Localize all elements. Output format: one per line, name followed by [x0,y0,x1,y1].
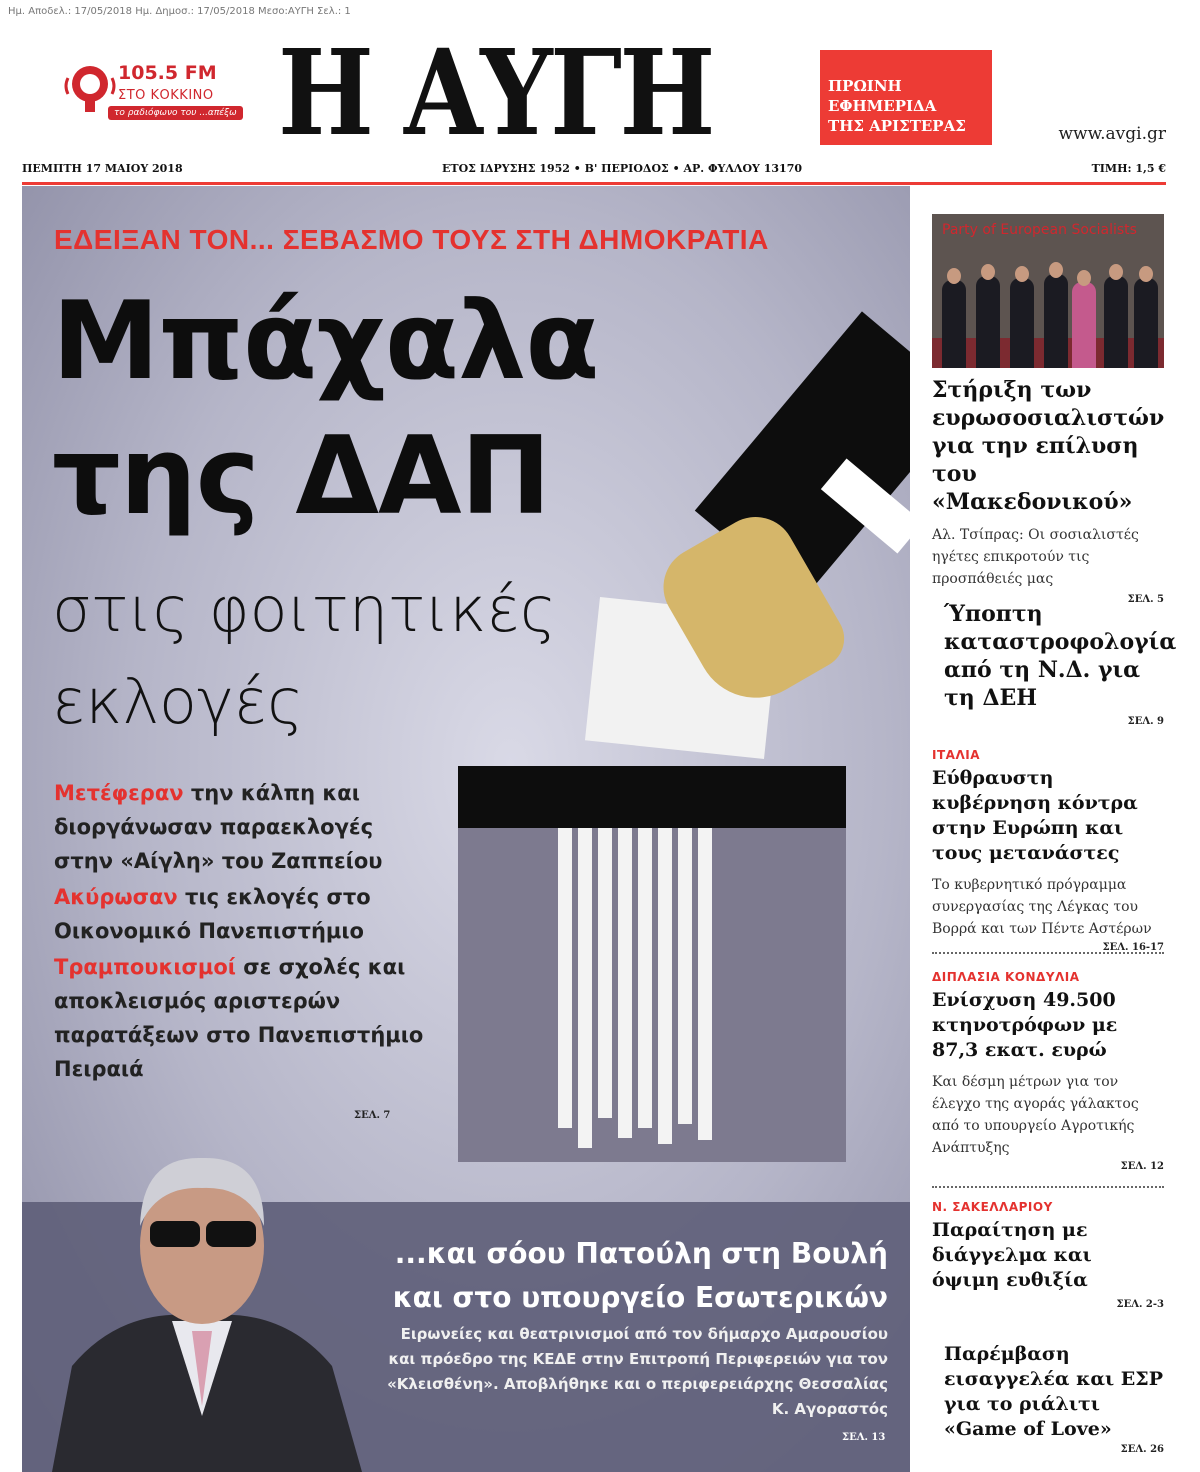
secondary-headline-line-1: ...και σόου Πατούλη στη Βουλή [394,1237,888,1270]
shred-strip [558,828,572,1128]
lead-headline[interactable] [52,274,599,544]
pes-photo [932,214,1164,368]
secondary-headline-line-2: και στο υπουργείο Εσωτερικών [392,1281,888,1314]
lead-bullets [54,776,434,1088]
secondary-page-ref: ΣΕΛ. 13 [842,1432,886,1443]
sidebar-story-2[interactable] [944,600,1177,727]
story-kicker: ΔΙΠΛΑΣΙΑ ΚΟΝΔΥΛΙΑ [932,970,1080,984]
story-title: Παρέμβαση εισαγγελέα και ΕΣΡ για το ριάλιτι «Game of Love» [944,1343,1163,1440]
lead-kicker: ΕΔΕΙΞΑΝ ΤΟΝ... ΣΕΒΑΣΜΟ ΤΟΥΣ ΣΤΗ ΔΗΜΟΚΡΑΤΙΑ [54,224,769,255]
story-page-ref: ΣΕΛ. 5 [1127,594,1164,605]
sidebar-story-5[interactable] [932,1200,1164,1310]
bullet-lead: Μετέφεραν [54,781,184,805]
masthead-divider [22,182,1166,185]
masthead-title: Η ΑΥΓΗ [278,23,713,162]
sidebar-story-6[interactable] [944,1342,1164,1455]
photo-head [1049,262,1063,278]
secondary-summary: Ειρωνείες και θεατρινισμοί από τον δήμαρχο Αμαρουσίου και πρόεδρο της ΚΕΔΕ στην Επιτροπή Περιφερειών για τον «Κλεισθένη». Αποβλήθηκε και ο περιφερειάρχης Θεσσαλίας Κ. Αγοραστός [387,1325,888,1418]
shred-strip [578,828,592,1148]
bullet-lead: Ακύρωσαν [54,885,178,909]
pes-caption: Party of European Socialists [942,222,1137,238]
tagline-line-2: ΕΦΗΜΕΡΙΔΑ [828,97,937,115]
tagline-line-3: ΤΗΣ ΑΡΙΣΤΕΡΑΣ [828,117,966,135]
photo-figure [1044,274,1068,368]
sidebar-story-4[interactable] [932,970,1164,1172]
tagline-line-1: ΠΡΩΙΝΗ [828,77,902,95]
lead-page-ref: ΣΕΛ. 7 [354,1110,391,1121]
story-page-ref: ΣΕΛ. 9 [1127,716,1164,727]
lead-subheadline [52,564,556,748]
story-title: Στήριξη των ευρωσοσιαλιστών για την επίλυση του «Μακεδονικού» [932,377,1165,515]
shred-strip [698,828,712,1140]
secondary-headline[interactable] [358,1232,888,1320]
issue-info: ΕΤΟΣ ΙΔΡΥΣΗΣ 1952 • Β' ΠΕΡΙΟΔΟΣ • ΑΡ. ΦΥΛΛΟΥ 13170 [442,162,802,175]
bullet-item [54,776,434,878]
radio-subtitle: ΣΤΟ ΚΟΚΚΙΝΟ [118,88,214,103]
headline-line-2: της ΔΑΠ [52,414,550,539]
story-title: Εύθραυστη κυβέρνηση κόντρα στην Ευρώπη και τους μετανάστες [932,767,1138,864]
photo-figure [942,280,966,368]
bullet-lead: Τραμπουκισμοί [54,955,236,979]
story-page-ref: ΣΕΛ. 26 [1120,1444,1164,1455]
radio-frequency: 105.5 FM [118,62,217,84]
story-text: Το κυβερνητικό πρόγραμμα συνεργασίας της Λέγκας του Βορρά και των Πέντε Αστέρων [932,877,1152,937]
photo-head [1139,266,1153,282]
story-kicker: ΙΤΑΛΙΑ [932,748,980,762]
story-page-ref: ΣΕΛ. 12 [1120,1161,1164,1172]
bullet-item [54,950,434,1086]
shredder-slot [458,766,846,828]
bullet-text: σε σχολές και αποκλεισμός αριστερών παρατάξεων στο Πανεπιστήμιο Πειραιά [54,955,424,1081]
bullet-text: την κάλπη και διοργάνωσαν παραεκλογές στην «Αίγλη» του Ζαππείου [54,781,383,873]
photo-figure [1104,276,1128,368]
subhead-line-1: στις φοιτητικές [52,573,557,646]
sidebar-story-3[interactable] [932,748,1164,953]
subhead-line-2: εκλογές [52,665,304,738]
shred-strip [658,828,672,1144]
photo-figure [1072,282,1096,368]
bullet-text: τις εκλογές στο Οικονομικό Πανεπιστήμιο [54,885,371,943]
masthead-tagline-box [820,50,992,145]
story-text: Αλ. Τσίπρας: Οι σοσιαλιστές ηγέτες επικροτούν τις προσπάθειές μας [932,527,1139,587]
photo-head [1015,266,1029,282]
website-link[interactable]: www.avgi.gr [1058,124,1166,144]
radio-slogan: το ραδιόφωνο του ...απέξω [108,106,243,120]
shred-strip [598,828,612,1118]
story-text: Και δέσμη μέτρων για τον έλεγχο της αγοράς γάλακτος από το υπουργείο Αγροτικής Ανάπτυξης [932,1074,1139,1156]
shred-strip [618,828,632,1138]
story-page-ref: ΣΕΛ. 2-3 [1116,1299,1164,1310]
sidebar-story-1[interactable] [932,376,1164,605]
shred-strip [678,828,692,1124]
story-title: Ενίσχυση 49.500 κτηνοτρόφων με 87,3 εκατ. ευρώ [932,989,1118,1061]
story-title: Ύποπτη καταστροφολογία από τη Ν.Δ. για τη ΔΕΗ [944,601,1177,711]
photo-head [1109,264,1123,280]
photo-head [947,268,961,284]
divider [932,952,1164,954]
issue-date: ΠΕΜΠΤΗ 17 ΜΑΙΟΥ 2018 [22,162,183,175]
shred-strip [638,828,652,1128]
lead-story[interactable] [22,186,910,1472]
photo-figure [976,276,1000,368]
issue-price: ΤΙΜΗ: 1,5 € [1091,162,1166,175]
photo-figure [1134,278,1158,368]
clipping-meta: Ημ. Αποδελ.: 17/05/2018 Ημ. Δημοσ.: 17/05/2018 Μεσο:ΑΥΓΗ Σελ.: 1 [8,6,351,17]
story-page-ref: ΣΕΛ. 16-17 [1102,942,1164,953]
photo-head [1077,270,1091,286]
headline-line-1: Μπάχαλα [52,279,599,404]
story-title: Παραίτηση με διάγγελμα και όψιμη ευθιξία [932,1219,1092,1291]
story-kicker: Ν. ΣΑΚΕΛΛΑΡΙΟΥ [932,1200,1053,1214]
divider [932,1186,1164,1188]
dateline [22,162,1166,180]
photo-figure [1010,278,1034,368]
politician-photo [32,1116,372,1472]
bullet-item [54,880,434,948]
photo-head [981,264,995,280]
